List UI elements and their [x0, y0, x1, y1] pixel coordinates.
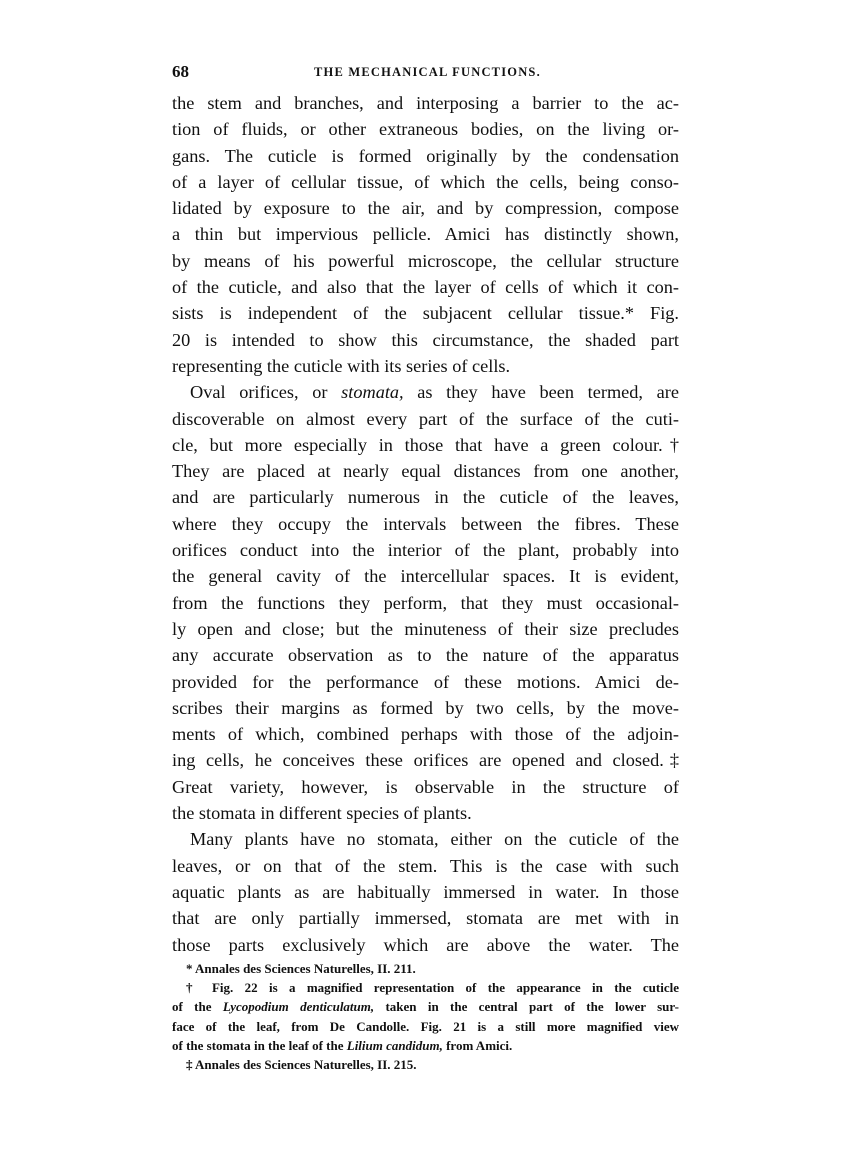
footnote-line: † Fig. 22 is a magnified representation of the appearance in the cuticle — [186, 980, 679, 996]
text-line: scribes their margins as formed by two cells, by the move- — [172, 697, 679, 718]
text-line: tion of fluids, or other extraneous bodies, on the living or- — [172, 119, 679, 140]
footnote-line: face of the leaf, from De Candolle. Fig. 21 is a still more magnified view — [172, 1018, 679, 1034]
paragraph-end-line: representing the cuticle with its series of cells. — [172, 355, 511, 376]
paragraph-end-line: the stomata in different species of plants. — [172, 803, 472, 824]
italic-term: Lilium candidum, — [346, 1037, 443, 1053]
text-line: They are placed at nearly equal distances from one another, — [172, 461, 679, 482]
text-line: sists is independent of the subjacent cellular tissue.* Fig. — [172, 303, 679, 324]
text-line: that are only partially immersed, stomata are met with in — [172, 908, 679, 929]
page-header — [172, 62, 679, 86]
page-number: 68 — [172, 62, 189, 81]
text-line: leaves, or on that of the stem. This is the case with such — [172, 855, 679, 876]
text-line: where they occupy the intervals between the fibres. These — [172, 513, 679, 534]
footnote-line: * Annales des Sciences Naturelles, II. 211. — [186, 961, 416, 976]
text-line: aquatic plants as are habitually immersed in water. In those — [172, 881, 679, 902]
text-line: of a layer of cellular tissue, of which the cells, being conso- — [172, 171, 679, 192]
text-line: by means of his powerful microscope, the cellular structure — [172, 250, 679, 271]
text-line: any accurate observation as to the nature of the apparatus — [172, 645, 679, 666]
text-line: gans. The cuticle is formed originally by the condensation — [172, 145, 679, 166]
footnotes — [172, 959, 679, 1074]
text-line: the stem and branches, and interposing a barrier to the ac- — [172, 93, 679, 113]
text-line: Great variety, however, is observable in the structure of — [172, 776, 679, 797]
text-line: those parts exclusively which are above the water. The — [172, 934, 679, 955]
text-line: cle, but more especially in those that have a green colour.† — [172, 434, 679, 455]
text-line: of the cuticle, and also that the layer of cells of which it con- — [172, 277, 679, 298]
footnote-line: of the stomata in the leaf of the Lilium candidum, from Amici. — [172, 1037, 513, 1053]
text-line: provided for the performance of these motions. Amici de- — [172, 671, 679, 692]
text-line: lidated by exposure to the air, and by compression, compose — [172, 198, 679, 219]
text-line: ments of which, combined perhaps with those of the adjoin- — [172, 724, 679, 745]
running-head: THE MECHANICAL FUNCTIONS. — [314, 65, 541, 79]
text-line: orifices conduct into the interior of the plant, probably into — [172, 540, 679, 561]
text-line: and are particularly numerous in the cuticle of the leaves, — [172, 487, 679, 508]
text-line: 20 is intended to show this circumstance, the shaded part — [172, 329, 679, 350]
footnote-line: of the Lycopodium denticulatum, taken in the central part of the lower sur- — [172, 999, 679, 1015]
text-line: discoverable on almost every part of the surface of the cuti- — [172, 408, 679, 429]
paragraph-start-line: Oval orifices, or stomata, as they have been termed, are — [190, 382, 679, 403]
footnote-line: ‡ Annales des Sciences Naturelles, II. 215. — [186, 1056, 417, 1072]
text-line: from the functions they perform, that they must occasional- — [172, 592, 679, 613]
text-line: ly open and close; but the minuteness of their size precludes — [172, 618, 679, 639]
text-line: ing cells, he conceives these orifices are opened and closed.‡ — [172, 750, 679, 771]
italic-term: Lycopodium denticulatum, — [222, 999, 375, 1015]
paragraph-start-line: Many plants have no stomata, either on the cuticle of the — [190, 829, 679, 850]
text-line: the general cavity of the intercellular spaces. It is evident, — [172, 566, 679, 587]
body-text — [172, 90, 679, 958]
italic-term: stomata, — [341, 382, 404, 403]
text-line: a thin but impervious pellicle. Amici has distinctly shown, — [172, 224, 679, 245]
